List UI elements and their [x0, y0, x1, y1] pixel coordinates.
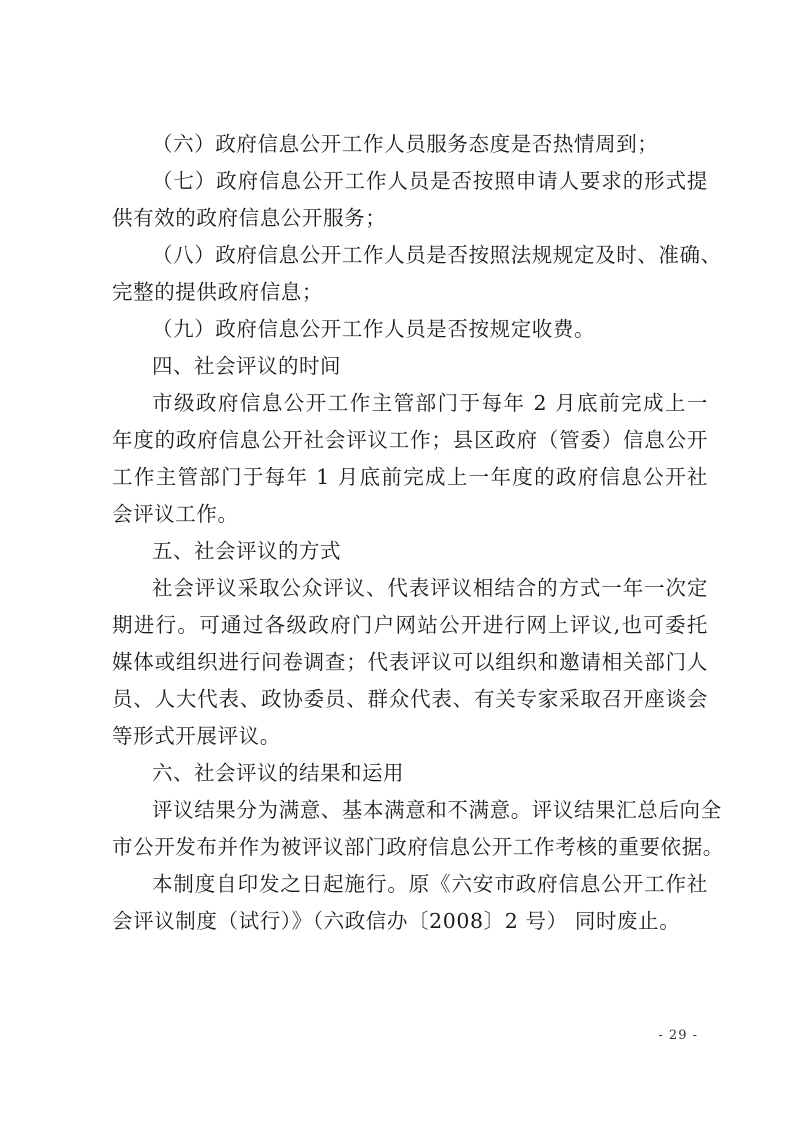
section-6-paragraph-line-1: 评议结果分为满意、基本满意和不满意。评议结果汇总后向全 [152, 798, 722, 822]
section-6-paragraph-line-2: 市公开发布并作为被评议部门政府信息公开工作考核的重要依据。 [112, 835, 724, 859]
closing-paragraph-line-1: 本制度自印发之日起施行。原《六安市政府信息公开工作社 [152, 872, 708, 896]
section-5-paragraph-line-4: 员、人大代表、政协委员、群众代表、有关专家采取召开座谈会 [112, 687, 708, 711]
section-5-paragraph-line-2: 期进行。可通过各级政府门户网站公开进行网上评议,也可委托 [112, 613, 708, 637]
list-item-6: （六）政府信息公开工作人员服务态度是否热情周到； [152, 132, 659, 156]
section-5-paragraph-line-5: 等形式开展评议。 [112, 724, 281, 748]
section-heading-5: 五、社会评议的方式 [152, 539, 341, 563]
list-item-7-line-2: 供有效的政府信息公开服务； [112, 206, 387, 230]
document-body [112, 126, 724, 940]
section-4-paragraph-line-1: 市级政府信息公开工作主管部门于每年 2 月底前完成上一 [152, 391, 708, 415]
section-4-paragraph-line-3: 工作主管部门于每年 1 月底前完成上一年度的政府信息公开社 [112, 465, 708, 489]
section-4-paragraph-line-2: 年度的政府信息公开社会评议工作；县区政府（管委）信息公开 [112, 428, 708, 452]
list-item-7-line-1: （七）政府信息公开工作人员是否按照申请人要求的形式提 [152, 169, 708, 193]
list-item-8-line-2: 完整的提供政府信息； [112, 280, 323, 304]
list-item-8-line-1: （八）政府信息公开工作人员是否按照法规规定及时、准确、 [152, 243, 722, 267]
section-heading-4: 四、社会评议的时间 [152, 354, 341, 378]
section-4-paragraph-line-4: 会评议工作。 [112, 502, 239, 526]
section-heading-6: 六、社会评议的结果和运用 [152, 761, 404, 785]
section-5-paragraph-line-1: 社会评议采取公众评议、代表评议相结合的方式一年一次定 [152, 576, 708, 600]
list-item-9: （九）政府信息公开工作人员是否按规定收费。 [152, 317, 596, 341]
closing-paragraph-line-2: 会评议制度（试行）》（六政信办〔2008〕2 号） 同时废止。 [112, 909, 681, 933]
page-number: - 29 - [658, 1028, 698, 1043]
section-5-paragraph-line-3: 媒体或组织进行问卷调查；代表评议可以组织和邀请相关部门人 [112, 650, 708, 674]
